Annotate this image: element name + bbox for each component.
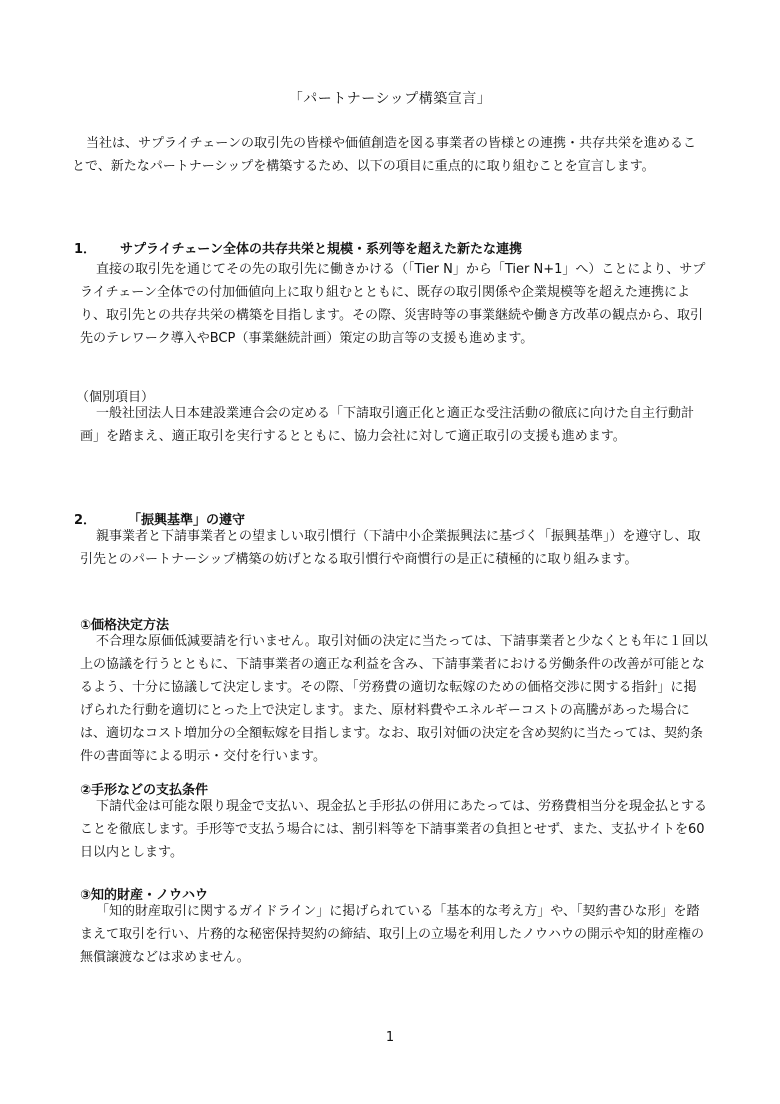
subsection-payment-heading: ②手形などの支払条件	[80, 783, 209, 798]
subsection-ip-body: 「知的財産取引に関するガイドライン」に掲げられている「基本的な考え方」や、「契約書ひな形」を踏まえて取引を行い、片務的な秘密保持契約の締結、取引上の立場を利用したノウハウの開示や知的財産権の無償譲渡などは求めません。	[80, 904, 705, 965]
section-1-number: 1．	[74, 242, 97, 257]
subsection-price-heading: ①価格決定方法	[80, 618, 170, 633]
intro-paragraph: 当社は、サプライチェーンの取引先の皆様や価値創造を図る事業者の皆様との連携・共存共栄を進めることで、新たなパートナーシップを構築するため、以下の項目に重点的に取り組むことを宣言します。	[72, 136, 696, 174]
section-1-title: サプライチェーン全体の共存共栄と規模・系列等を超えた新たな連携	[120, 242, 522, 257]
document-title: 「パートナーシップ構築宣言」	[288, 91, 492, 107]
section-2-number: 2．	[74, 513, 97, 528]
page-number: 1	[385, 1030, 395, 1045]
section-2-body: 親事業者と下請事業者との望ましい取引慣行（下請中小企業振興法に基づく「振興基準」）を遵守し、取引先とのパートナーシップ構築の妨げとなる取引慣行や商慣行の是正に積極的に取り組みます。	[80, 529, 701, 567]
subsection-payment-body: 下請代金は可能な限り現金で支払い、現金払と手形払の併用にあたっては、労務費相当分を現金払とすることを徹底します。手形等で支払う場合には、割引料等を下請事業者の負担とせず、また、支払サイトを60日以内とします。	[80, 799, 708, 860]
subsection-price-body: 不合理な原価低減要請を行いません。取引対価の決定に当たっては、下請事業者と少なくとも年に１回以上の協議を行うとともに、下請事業者の適正な利益を含み、下請事業者における労働条件の改善が可能となるよう、十分に協議して決定します。その際、「労務費の適切な転嫁のための価格交渉に関する指針」に掲げられた行動を適切にとった上で決定します。また、原材料費やエネルギーコストの高騰があった場合には、適切なコスト増加分の全額転嫁を目指します。なお、取引対価の決定を含め契約に当たっては、契約条件の書面等による明示・交付を行います。	[80, 634, 708, 764]
section-2-title: 「振興基準」の遵守	[128, 513, 246, 528]
individual-items-label: （個別項目）	[76, 390, 155, 405]
individual-items-body: 一般社団法人日本建設業連合会の定める「下請取引適正化と適正な受注活動の徹底に向けた自主行動計画」を踏まえ、適正取引を実行するとともに、協力会社に対して適正取引の支援も進めます。	[80, 406, 695, 444]
subsection-ip-heading: ③知的財産・ノウハウ	[80, 888, 209, 903]
section-1-body: 直接の取引先を通じてその先の取引先に働きかける（「Tier N」から「Tier N+1」へ）ことにより、サプライチェーン全体での付加価値向上に取り組むとともに、既存の取引関係や企業規模等を超えた連携により、取引先との共存共栄の構築を目指します。その際、災害時等の事業継続や働き方改革の観点から、取引先のテレワーク導入やBCP（事業継続計画）策定の助言等の支援も進めます。	[80, 262, 706, 346]
